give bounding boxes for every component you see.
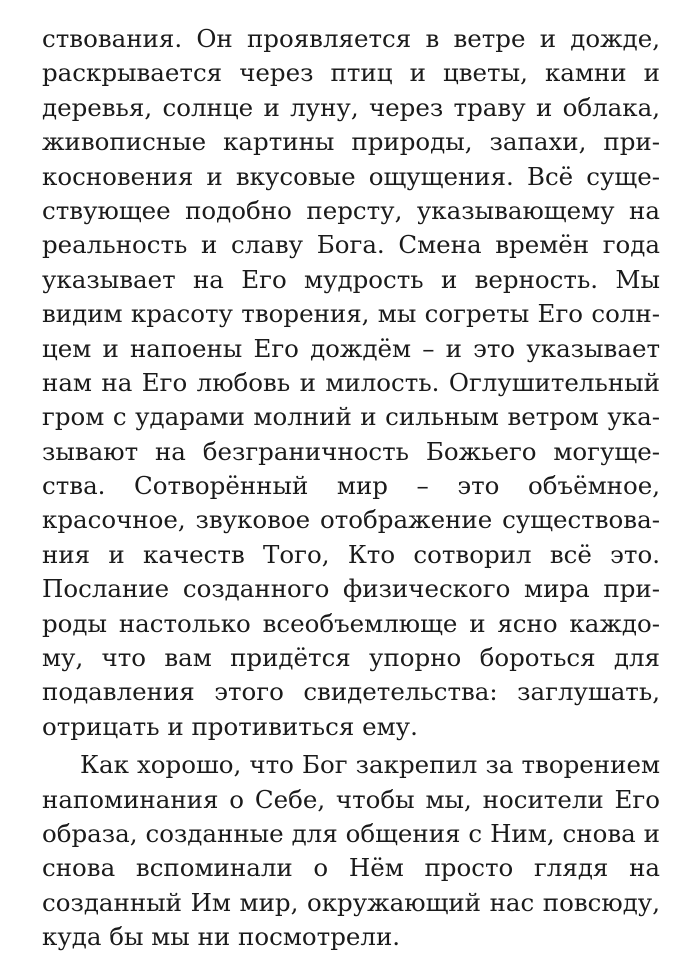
text-line: напоминания о Себе, чтобы мы, носители Его [42,784,660,814]
text-line: ствующее подобно персту, указывающему на [42,195,660,225]
text-line: ния и качеств Того, Кто сотворил всё это. [42,539,660,569]
book-page [42,22,660,955]
text-line: ствования. Он проявляется в ветре и дожде, [42,24,660,53]
text-line: куда бы мы ни посмотрели. [42,922,401,952]
text-line: Как хорошо, что Бог закрепил за творением [80,750,660,780]
text-line: роды настолько всеобъемлюще и ясно каждо- [42,608,660,638]
text-line: косновения и вкусовые ощущения. Всё суще- [42,161,660,191]
text-line: живописные картины природы, запахи, при- [42,127,660,157]
text-line: указывает на Его мудрость и верность. Мы [42,264,660,294]
text-line: гром с ударами молний и сильным ветром ука- [42,402,660,432]
text-line: деревья, солнце и луну, через траву и облака, [42,92,660,122]
text-line: образа, созданные для общения с Ним, снова и [42,818,660,848]
text-line: созданный Им мир, окружающий нас повсюду, [42,887,660,917]
text-line: ства. Сотворённый мир – это объёмное, [42,471,660,501]
text-line: Послание созданного физического мира при- [42,574,660,604]
text-line: красочное, звуковое отображение существова- [42,505,660,535]
paragraph-2 [42,748,660,954]
text-line: му, что вам придётся упорно бороться для [42,643,660,673]
text-line: реальность и славу Бога. Смена времён года [42,230,660,260]
text-line: зывают на безграничность Божьего могуще- [42,436,660,466]
text-line: нам на Его любовь и милость. Оглушительный [42,367,660,397]
text-line: снова вспоминали о Нём просто глядя на [42,853,660,883]
paragraph-1 [42,22,660,744]
text-line: цем и напоены Его дождём – и это указывает [42,333,660,363]
text-line: раскрывается через птиц и цветы, камни и [42,58,660,88]
text-line: отрицать и противиться ему. [42,711,418,741]
text-line: видим красоту творения, мы согреты Его солн- [42,299,660,329]
text-line: подавления этого свидетельства: заглушать, [42,677,660,707]
